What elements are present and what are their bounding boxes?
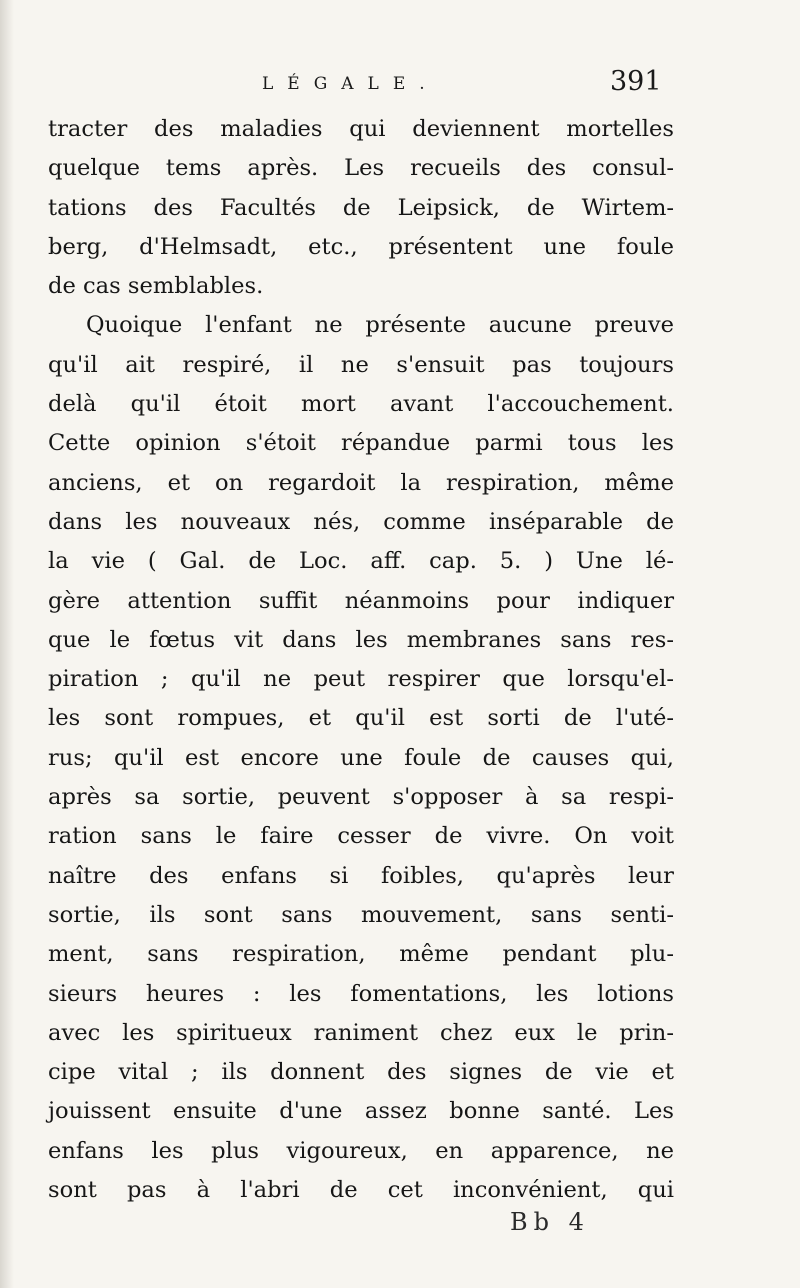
text-line: que le fœtus vit dans les membranes sans res- (48, 626, 674, 653)
text-line: gère attention suffit néanmoins pour indiquer (48, 587, 674, 614)
page-number: 391 (610, 66, 662, 97)
text-line: tracter des maladies qui deviennent mortelles (48, 116, 674, 142)
text-line: sieurs heures : les fomentations, les lotions (48, 980, 674, 1007)
text-line: avec les spiritueux raniment chez eux le prin- (48, 1019, 674, 1046)
text-line-paragraph-start: Quoique l'enfant ne présente aucune preuve (86, 312, 674, 339)
text-line: ration sans le faire cesser de vivre. On voit (48, 823, 674, 850)
text-line: naître des enfans si foibles, qu'après leur (48, 862, 674, 889)
text-line: berg, d'Helmsadt, etc., présentent une foule (48, 233, 674, 260)
text-line: les sont rompues, et qu'il est sorti de l'uté- (48, 705, 674, 732)
signature-mark: Bb 4 (510, 1208, 590, 1236)
text-line: sont pas à l'abri de cet inconvénient, qui (48, 1177, 674, 1204)
text-line: cipe vital ; ils donnent des signes de vie et (48, 1059, 674, 1086)
text-line: qu'il ait respiré, il ne s'ensuit pas toujours (48, 351, 674, 378)
running-title: LÉGALE. (262, 74, 439, 94)
page-edge-shadow (0, 0, 14, 1288)
text-line: rus; qu'il est encore une foule de causes qui, (48, 744, 674, 771)
text-line: la vie ( Gal. de Loc. aff. cap. 5. ) Une lé- (48, 548, 674, 575)
text-line: sortie, ils sont sans mouvement, sans senti- (48, 901, 674, 928)
text-line: jouissent ensuite d'une assez bonne santé. Les (48, 1098, 674, 1125)
page-header (0, 66, 800, 106)
text-line: anciens, et on regardoit la respiration, même (48, 469, 674, 496)
body-text (48, 110, 674, 1210)
text-line: après sa sortie, peuvent s'opposer à sa respi- (48, 784, 674, 811)
text-line: dans les nouveaux nés, comme inséparable de (48, 508, 674, 535)
text-line: Cette opinion s'étoit répandue parmi tous les (48, 430, 674, 457)
text-line: quelque tems après. Les recueils des consul- (48, 155, 674, 182)
text-line: enfans les plus vigoureux, en apparence, ne (48, 1137, 674, 1164)
text-line: ment, sans respiration, même pendant plu- (48, 941, 674, 968)
text-line: tations des Facultés de Leipsick, de Wirtem- (48, 194, 674, 221)
text-line: piration ; qu'il ne peut respirer que lorsqu'el- (48, 666, 674, 693)
text-line: delà qu'il étoit mort avant l'accouchement. (48, 391, 674, 418)
text-line: de cas semblables. (48, 273, 264, 300)
